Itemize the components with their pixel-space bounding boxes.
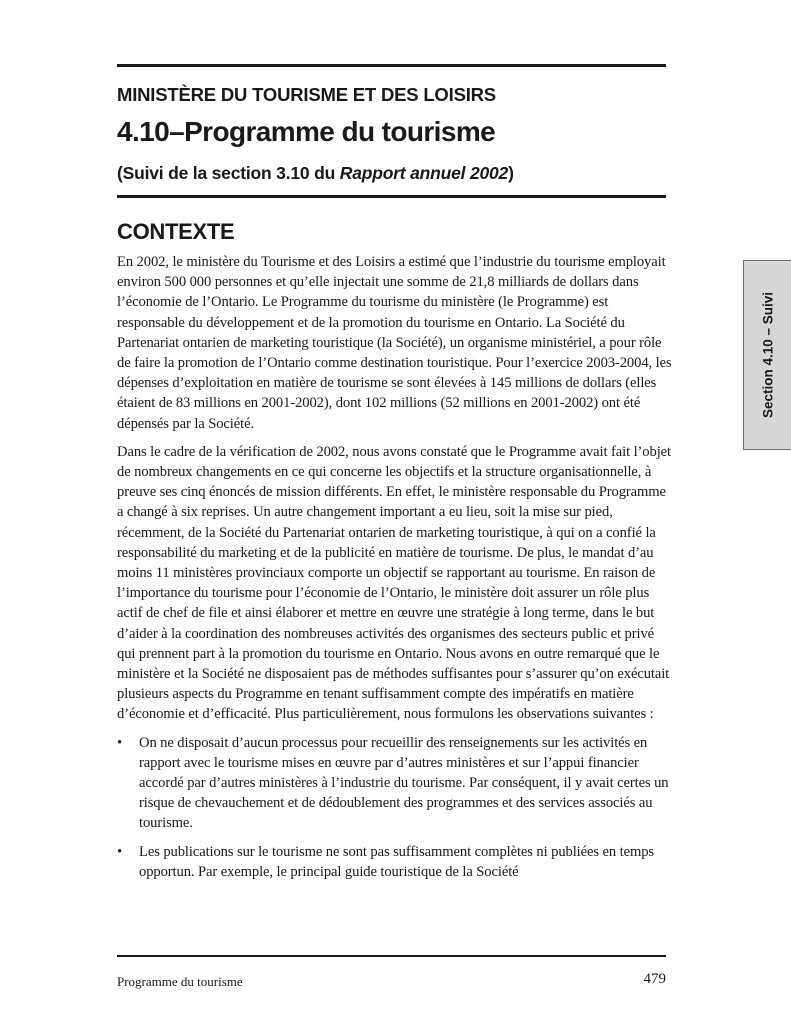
footer-rule [117,955,666,957]
bullet-item [117,842,673,882]
footer-title: Programme du tourisme [117,974,243,989]
section-side-tab [743,260,791,450]
page-subtitle [117,163,514,184]
subtitle-suffix: ) [508,163,514,183]
paragraph: Dans le cadre de la vérification de 2002, nous avons constaté que le Programme avait fait l’objet de nombreux changements en ce qui concerne les objectifs et la structure organisationnelle, à preuve ses cinq énoncés de mission différents. En effet, le ministère responsable du Programme a changé à six reprises. Un autre changement important a eu lieu, soit la mise sur pied, récemment, de la Société du Partenariat ontarien de marketing touristique, à qui on a confié la responsabilité du marketing et de la publicité en matière de tourisme. De plus, le mandat d’au moins 11 ministères provinciaux comporte un objectif se rapportant au tourisme. En raison de l’importance du tourisme pour l’économie de l’Ontario, le ministère doit assurer un rôle plus actif de chef de file et ainsi élaborer et mettre en œuvre une stratégie à long terme, dans le but d’aider à la coordination des nombreuses activités des organismes des secteurs public et privé qui prennent part à la promotion du tourisme en Ontario. Nous avons en outre remarqué que le ministère et la Société ne disposaient pas de méthodes suffisantes pour s’assurer qu’on exécutait plusieurs aspects du Programme en tenant suffisamment compte des impératifs en matière d’économie et d’efficacité. Plus particulièrement, nous formulons les observations suivantes : [117,443,671,723]
bullet-icon: • [117,734,123,751]
side-tab-label: Section 4.10 – Suivi [760,291,775,419]
bullet-icon: • [117,843,123,860]
bullet-list [117,733,673,882]
ministry-name: MINISTÈRE DU TOURISME ET DES LOISIRS [117,84,496,105]
page-title: 4.10–Programme du tourisme [117,116,496,147]
page-number: 479 [643,971,666,987]
header-rule [117,195,666,198]
bullet-text: On ne disposait d’aucun processus pour recueillir des renseignements sur les activités en rapport avec le tourisme mises en œuvre par d’autres ministères et sur l’appui financier accordé par d’autres ministères à l’industrie du tourisme. Par conséquent, il y avait certes un risque de chevauchement et de dédoublement des programmes et des services associés au tourisme. [139,734,669,832]
bullet-text: Les publications sur le tourisme ne sont pas suffisamment complètes ni publiées en temps opportun. Par exemple, le principal guide touristique de la Société [139,843,654,880]
subtitle-prefix: (Suivi de la section 3.10 du [117,163,340,183]
subtitle-report-name: Rapport annuel 2002 [339,163,509,183]
paragraph: En 2002, le ministère du Tourisme et des Loisirs a estimé que l’industrie du tourisme employait environ 500 000 personnes et qu’elle injectait une somme de 21,8 milliards de dollars dans l’économie de l’Ontario. Le Programme du tourisme du ministère (le Programme) est responsable du développement et de la promotion du tourisme en Ontario. La Société du Partenariat ontarien de marketing touristique (la Société), un organisme ministériel, a pour rôle de faire la promotion de l’Ontario comme destination touristique. Pour l’exercice 2003-2004, les dépenses d’exploitation en matière de tourisme se sont élevées à 145 millions de dollars (elles étaient de 83 millions en 2001-2002), dont 102 millions (52 millions en 2001-2002) ont été dépensés par la Société. [117,254,672,432]
bullet-item [117,733,673,834]
body-text [117,252,673,890]
top-rule [117,64,666,67]
section-heading: CONTEXTE [117,219,235,244]
